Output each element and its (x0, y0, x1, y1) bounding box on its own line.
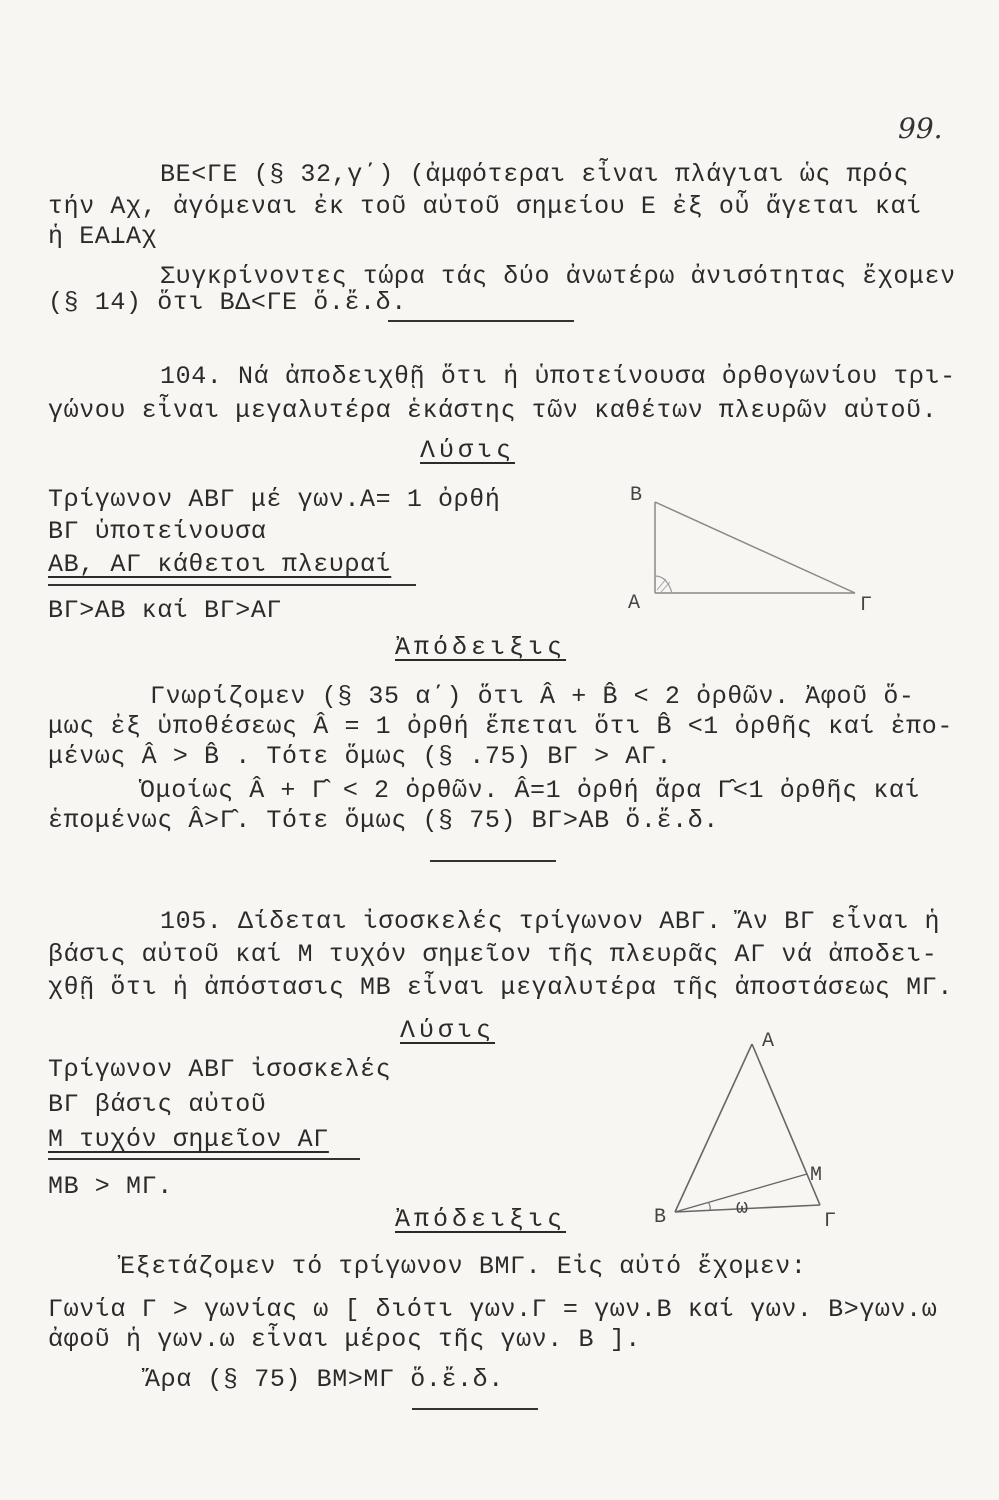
vertex-label-b: Β (654, 1206, 667, 1229)
problem-105-statement: βάσις αὐτοῦ καί Μ τυχόν σημεῖον τῆς πλευρᾶς ΑΓ νά ἀποδει- (48, 940, 938, 969)
proof-line: Γωνία Γ > γωνίας ω [ διότι γων.Γ = γων.Β καί γων. Β>γων.ω (48, 1295, 938, 1324)
text-line: Συγκρίνοντες τώρα τάς δύο ἀνωτέρω ἀνισότητας ἔχομεν (160, 262, 956, 291)
given-line: ΒΓ βάσις αὐτοῦ (48, 1090, 267, 1119)
given-line: ΑΒ, ΑΓ κάθετοι πλευραί (48, 550, 392, 579)
given-line: Μ τυχόν σημεῖον ΑΓ (48, 1125, 329, 1154)
proof-line: Γνωρίζομεν (§ 35 α΄) ὅτι Â + B̂ < 2 ὀρθῶν. Ἀφοῦ ὅ- (150, 682, 915, 711)
vertex-label-b: Β (630, 484, 643, 507)
problem-105-statement: χθῇ ὅτι ἡ ἀπόστασις ΜΒ εἶναι μεγαλυτέρα τῆς ἀποστάσεως ΜΓ. (48, 973, 953, 1002)
given-line: ΒΓ ὑποτείνουσα (48, 517, 267, 546)
text-line: ἡ ΕΑ⊥Αχ (48, 222, 158, 251)
proof-heading: Ἀπόδειξις (395, 1205, 567, 1234)
proof-line: Ἄρα (§ 75) ΒΜ>ΜΓ ὅ.ἔ.δ. (145, 1365, 504, 1394)
separator-line (388, 320, 574, 322)
vertex-label-a: Α (762, 1030, 775, 1053)
vertex-label-g: Γ (860, 594, 873, 617)
proof-line: Ἐξετάζομεν τό τρίγωνον ΒΜΓ. Εἰς αὐτό ἔχομεν: (120, 1252, 807, 1281)
solution-heading: Λύσις (400, 1016, 496, 1045)
point-label-m: Μ (810, 1164, 823, 1187)
proof-line: μως ἐξ ὑποθέσεως Â = 1 ὀρθή ἕπεται ὅτι B̂ <1 ὀρθῆς καί ἐπο- (48, 712, 953, 741)
vertex-label-a: Α (628, 592, 641, 615)
right-angle-mark (655, 576, 672, 593)
proof-line: Ὁμοίως Â + Γ̂ < 2 ὀρθῶν. Â=1 ὀρθή ἄρα Γ̂<1 ὀρθῆς καί (140, 776, 921, 805)
angle-omega-arc (708, 1202, 710, 1210)
given-line: Τρίγωνον ΑΒΓ ἰσοσκελές (48, 1055, 392, 1084)
problem-104-statement: γώνου εἶναι μεγαλυτέρα ἑκάστης τῶν καθέτων πλευρῶν αὐτοῦ. (48, 396, 938, 425)
problem-105-statement: 105. Δίδεται ἰσοσκελές τρίγωνον ΑΒΓ. Ἄν ΒΓ εἶναι ἡ (160, 907, 941, 936)
goal-line: ΜΒ > ΜΓ. (48, 1172, 173, 1201)
isosceles-triangle-figure (650, 1030, 850, 1233)
hypothesis-rule (48, 1158, 360, 1160)
side-ab (675, 1044, 752, 1212)
vertex-label-g: Γ (824, 1210, 837, 1233)
problem-104-statement: 104. Νά ἀποδειχθῇ ὅτι ἡ ὑποτείνουσα ὀρθογωνίου τρι- (160, 362, 956, 391)
text-line: ΒΕ<ΓΕ (§ 32,γ΄) (ἀμφότεραι εἶναι πλάγιαι ὡς πρός (160, 160, 909, 189)
solution-heading: Λύσις (420, 436, 516, 465)
proof-heading: Ἀπόδειξις (395, 633, 567, 662)
text-line: τήν Αχ, ἀγόμεναι ἐκ τοῦ αὐτοῦ σημείου Ε ἐξ οὗ ἄγεται καί (48, 192, 922, 221)
separator-line (430, 860, 556, 862)
hypothesis-rule (48, 584, 416, 586)
proof-line: ἑπομένως Â>Γ̂. Τότε ὅμως (§ 75) ΒΓ>ΑΒ ὅ.ἔ.δ. (48, 806, 719, 835)
given-line: Τρίγωνον ΑΒΓ μέ γων.Α= 1 ὀρθή (48, 485, 501, 514)
proof-line: ἀφοῦ ἡ γων.ω εἶναι μέρος τῆς γων. Β ]. (48, 1325, 641, 1354)
page-number: 99. (898, 112, 943, 145)
proof-line: μένως Â > B̂ . Τότε ὅμως (§ .75) ΒΓ > ΑΓ. (48, 742, 673, 771)
goal-line: ΒΓ>ΑΒ καί ΒΓ>ΑΓ (48, 596, 283, 625)
hypotenuse-bg (655, 502, 855, 593)
separator-line (412, 1408, 538, 1410)
text-line: (§ 14) ὅτι ΒΔ<ΓΕ ὅ.ἔ.δ. (48, 288, 407, 317)
right-triangle-figure (620, 478, 890, 618)
angle-label-omega: ω (736, 1197, 749, 1220)
